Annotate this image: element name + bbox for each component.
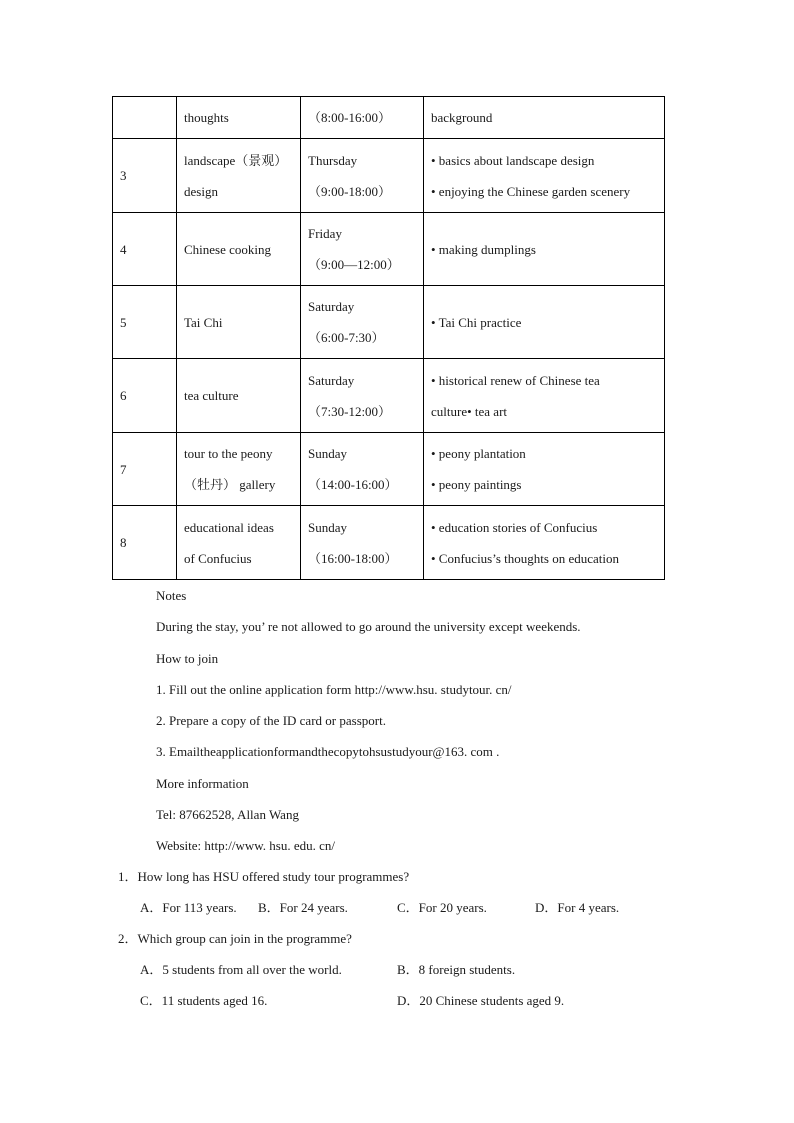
- option-b: B．8 foreign students.: [397, 962, 516, 977]
- row-number: 8: [113, 506, 177, 580]
- course-content: [424, 359, 665, 433]
- course-content-line: • Confucius’s thoughts on education: [431, 550, 619, 566]
- course-content-line: culture• tea art: [431, 403, 508, 419]
- course-name: [177, 286, 301, 359]
- course-content-line: • peony plantation: [431, 446, 526, 461]
- course-content-line: • basics about landscape design: [431, 152, 595, 168]
- question-1-stem: 1．How long has HSU offered study tour programmes?: [118, 869, 410, 884]
- course-time-line: Saturday: [308, 299, 355, 314]
- question-1-options: [118, 892, 718, 923]
- course-time: [301, 359, 424, 433]
- course-name: [177, 359, 301, 433]
- schedule-table: [112, 96, 665, 580]
- course-name-line: （牡丹） gallery: [184, 477, 276, 492]
- option-a: A．For 113 years.: [140, 900, 237, 915]
- option-d: D．20 Chinese students aged 9.: [397, 993, 565, 1008]
- option-b: B．For 24 years.: [258, 900, 348, 915]
- table-row: [113, 506, 665, 580]
- row-number: 5: [113, 286, 177, 359]
- notes-section: [156, 580, 716, 862]
- course-content: [424, 506, 665, 580]
- course-name-line: tea culture: [184, 388, 239, 403]
- questions-section: [118, 861, 718, 1016]
- course-content-line: • enjoying the Chinese garden scenery: [431, 183, 631, 199]
- contact-website: Website: http://www. hsu. edu. cn/: [156, 838, 336, 854]
- course-content-line: • peony paintings: [431, 477, 522, 492]
- join-step-2: 2. Prepare a copy of the ID card or passport.: [156, 713, 386, 729]
- course-name-line: Chinese cooking: [184, 241, 272, 257]
- table-row: [113, 359, 665, 433]
- course-content: [424, 213, 665, 286]
- course-time-line: （6:00-7:30）: [308, 330, 385, 345]
- course-time-line: Saturday: [308, 372, 355, 388]
- course-time-line: （8:00-16:00）: [308, 110, 392, 125]
- course-name-line: of Confucius: [184, 550, 252, 566]
- course-time-line: （9:00—12:00）: [308, 257, 400, 272]
- question-2-stem: 2．Which group can join in the programme?: [118, 931, 352, 946]
- course-name: [177, 433, 301, 506]
- course-content-line: • Tai Chi practice: [431, 314, 522, 330]
- option-c: C．11 students aged 16.: [140, 993, 268, 1008]
- option-d: D．For 4 years.: [535, 900, 620, 915]
- course-time: [301, 139, 424, 213]
- course-name-line: landscape（景观）: [184, 152, 288, 168]
- course-name: [177, 506, 301, 580]
- course-time-line: Sunday: [308, 446, 347, 461]
- course-content-line: • making dumplings: [431, 241, 536, 257]
- course-time: [301, 433, 424, 506]
- course-name-line: design: [184, 183, 218, 199]
- course-content: [424, 286, 665, 359]
- row-number: [113, 97, 177, 139]
- course-time: [301, 97, 424, 139]
- course-content: [424, 97, 665, 139]
- course-time: [301, 286, 424, 359]
- question-2-options-row-2: [118, 985, 718, 1016]
- question-2-options-row-1: [118, 954, 718, 985]
- table-row: [113, 286, 665, 359]
- course-name: [177, 97, 301, 139]
- table-row: [113, 433, 665, 506]
- course-time-line: （14:00-16:00）: [308, 477, 398, 492]
- course-time-line: （9:00-18:00）: [308, 183, 392, 199]
- notes-text: During the stay, you’ re not allowed to go around the university except weekends.: [156, 619, 581, 635]
- course-time-line: Friday: [308, 226, 342, 241]
- course-time-line: （7:30-12:00）: [308, 403, 392, 419]
- course-name-line: Tai Chi: [184, 314, 223, 330]
- course-content: [424, 139, 665, 213]
- course-content-line: • historical renew of Chinese tea: [431, 372, 600, 388]
- course-time: [301, 213, 424, 286]
- row-number: 6: [113, 359, 177, 433]
- course-name: [177, 213, 301, 286]
- option-c: C．For 20 years.: [397, 900, 487, 915]
- course-content-line: • education stories of Confucius: [431, 519, 598, 535]
- course-time-line: Thursday: [308, 152, 358, 168]
- course-name-line: tour to the peony: [184, 446, 273, 461]
- row-number: 4: [113, 213, 177, 286]
- notes-heading: Notes: [156, 588, 187, 603]
- course-name-line: thoughts: [184, 110, 229, 125]
- row-number: 7: [113, 433, 177, 506]
- table-row: [113, 213, 665, 286]
- course-time-line: （16:00-18:00）: [308, 550, 398, 566]
- more-info-heading: More information: [156, 775, 249, 791]
- join-heading: How to join: [156, 650, 219, 666]
- course-name-line: educational ideas: [184, 519, 274, 535]
- join-step-3: 3. Emailtheapplicationformandthecopytohsustudyour@163. com .: [156, 744, 500, 760]
- option-a: A．5 students from all over the world.: [140, 962, 342, 977]
- course-content: [424, 433, 665, 506]
- course-name: [177, 139, 301, 213]
- course-content-line: background: [431, 110, 493, 125]
- table-row: [113, 139, 665, 213]
- contact-tel: Tel: 87662528, Allan Wang: [156, 807, 299, 823]
- course-time: [301, 506, 424, 580]
- course-time-line: Sunday: [308, 519, 347, 535]
- row-number: 3: [113, 139, 177, 213]
- table-row: [113, 97, 665, 139]
- join-step-1: 1. Fill out the online application form http://www.hsu. studytour. cn/: [156, 681, 512, 697]
